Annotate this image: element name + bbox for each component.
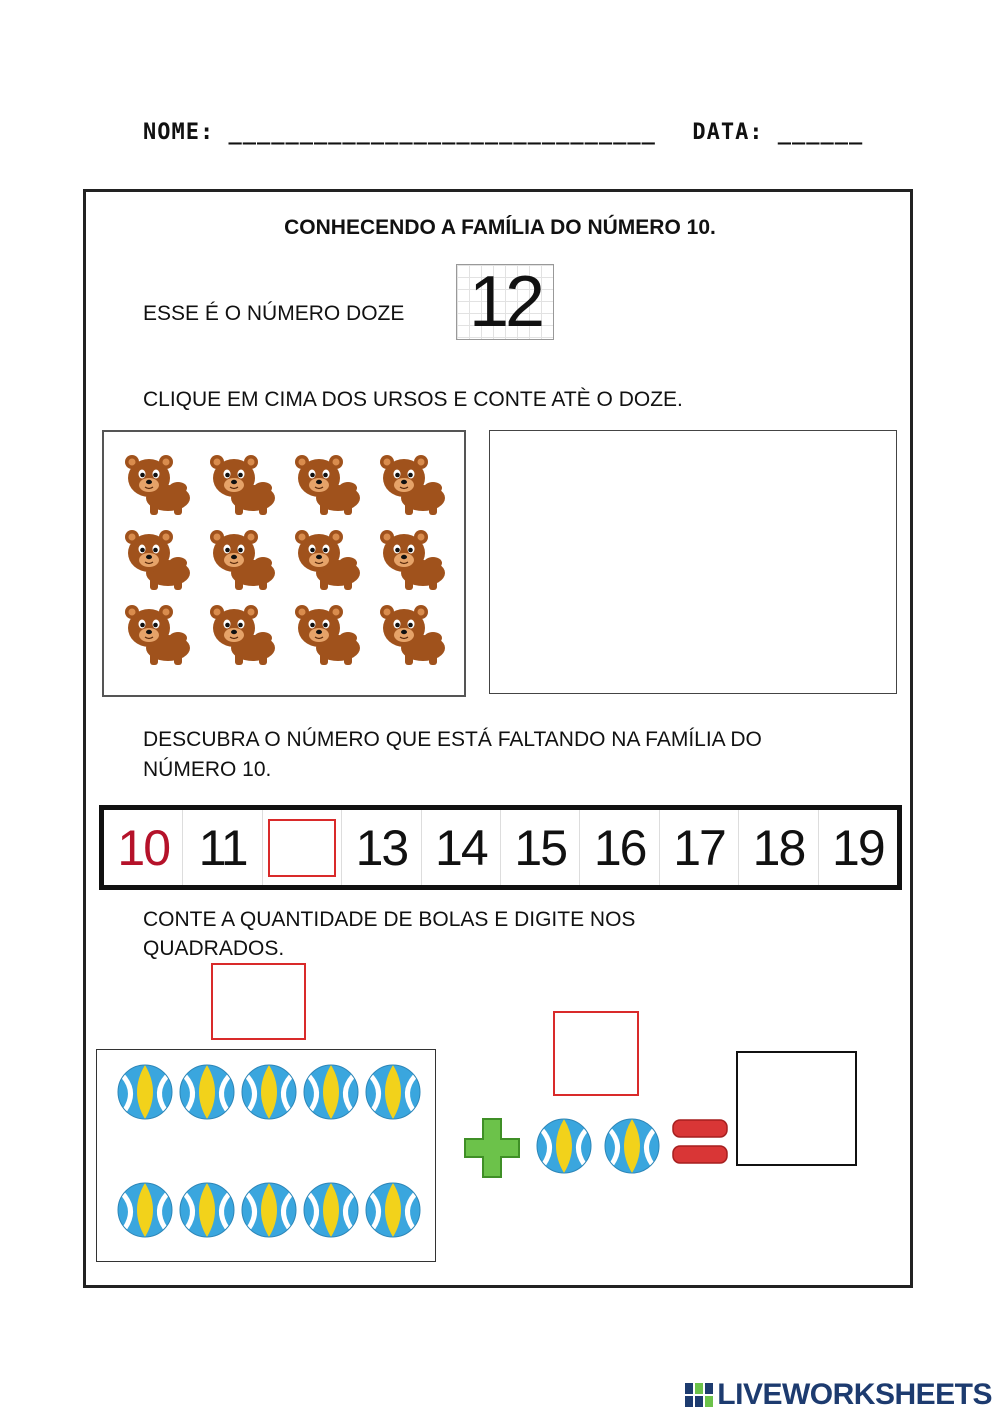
ball-icon — [537, 1119, 591, 1173]
ball-icon — [366, 1065, 420, 1119]
bear-icon[interactable] — [295, 605, 360, 665]
ball-icon — [304, 1065, 358, 1119]
bear-icon[interactable] — [380, 605, 445, 665]
ten-balls-area — [96, 1049, 436, 1262]
missing-instruction-line1: DESCUBRA O NÚMERO QUE ESTÁ FALTANDO NA FAMÍLIA DO — [143, 728, 762, 751]
missing-number-cell — [263, 810, 342, 885]
bears-instruction: CLIQUE EM CIMA DOS URSOS E CONTE ATÈ O DOZE. — [143, 388, 683, 411]
bear-count-drop-area[interactable] — [489, 430, 897, 694]
number-cell: 16 — [580, 810, 659, 885]
ten-balls-count-input[interactable] — [211, 963, 306, 1040]
total-sum-input[interactable] — [736, 1051, 857, 1166]
bear-icon[interactable] — [210, 530, 275, 590]
ball-icon — [242, 1183, 296, 1237]
number-cell: 15 — [501, 810, 580, 885]
bear-icon[interactable] — [295, 455, 360, 515]
balls-instruction-line2: QUADRADOS. — [143, 937, 285, 960]
logo-text: LIVEWORKSHEETS — [717, 1378, 992, 1411]
bear-icon[interactable] — [210, 455, 275, 515]
ball-icon — [304, 1183, 358, 1237]
header-name-date — [143, 120, 863, 145]
ball-icon — [605, 1119, 659, 1173]
balls-instruction-line1: CONTE A QUANTIDADE DE BOLAS E DIGITE NOS — [143, 908, 636, 931]
liveworksheets-logo — [685, 1378, 992, 1412]
number-cell: 19 — [832, 819, 884, 876]
number-twelve-card: 12 — [456, 264, 554, 340]
ball-icon — [118, 1183, 172, 1237]
name-label: NOME: ______________________________ — [143, 120, 656, 145]
number-cell: 18 — [739, 810, 818, 885]
ball-icon — [180, 1065, 234, 1119]
bear-icon[interactable] — [125, 605, 190, 665]
ball-icon — [366, 1183, 420, 1237]
two-balls-count-input[interactable] — [553, 1011, 639, 1096]
number-cell: 13 — [342, 810, 421, 885]
number-family-strip — [99, 805, 902, 890]
bear-icon[interactable] — [380, 530, 445, 590]
number-cell: 17 — [660, 810, 739, 885]
liveworksheets-logo-icon — [685, 1383, 713, 1407]
ball-icon — [180, 1183, 234, 1237]
bear-icon[interactable] — [125, 455, 190, 515]
two-balls-group — [534, 1114, 664, 1178]
number-cell: 14 — [422, 810, 501, 885]
worksheet-title: CONHECENDO A FAMÍLIA DO NÚMERO 10. — [284, 216, 716, 239]
bear-icon[interactable] — [125, 530, 190, 590]
bear-icon[interactable] — [380, 455, 445, 515]
plus-icon — [463, 1117, 521, 1179]
equals-icon — [671, 1117, 729, 1167]
bear-icon[interactable] — [210, 605, 275, 665]
bear-icon[interactable] — [295, 530, 360, 590]
missing-number-input[interactable] — [268, 819, 336, 877]
ball-icon — [118, 1065, 172, 1119]
missing-instruction-line2: NÚMERO 10. — [143, 758, 272, 781]
bears-grid — [104, 432, 464, 695]
ball-icon — [242, 1065, 296, 1119]
number-cell: 10 — [104, 810, 183, 885]
number-cell: 11 — [183, 810, 262, 885]
bears-area — [102, 430, 466, 697]
intro-text: ESSE É O NÚMERO DOZE — [143, 302, 405, 325]
date-label: DATA: ______ — [692, 120, 864, 145]
ten-balls-grid — [97, 1050, 433, 1259]
